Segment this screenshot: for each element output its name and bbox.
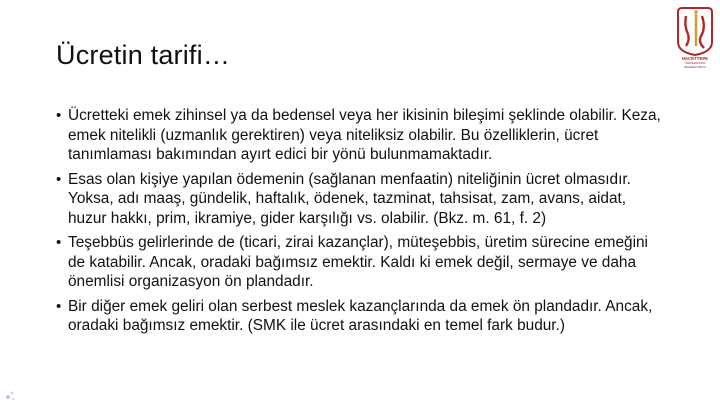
bullet-item [56, 297, 666, 336]
bullet-item [56, 233, 666, 292]
bullet-dot: • [56, 170, 62, 188]
slide-title: Ücretin tarifi… [56, 40, 231, 70]
logo-tagline: DEĞERLİ BİLGİ [684, 65, 706, 69]
bullet-item [56, 170, 666, 229]
slide-nav-icon[interactable] [2, 387, 18, 403]
university-logo [676, 6, 714, 70]
bullet-item [56, 106, 666, 165]
bullet-text: Bir diğer emek geliri olan serbest meslek kazançlarında da emek ön plandadır. Ancak, oradaki bağımsız emektir. (SMK ile ücret arasındaki en temel fark budur.) [68, 297, 653, 334]
logo-subtitle: ÜNİVERSİTESİ [684, 61, 706, 65]
bullet-dot: • [56, 234, 62, 251]
bullet-text: Esas olan kişiye yapılan ödemenin (sağlanan menfaatin) niteliğinin ücret olmasıdır. Yoksa, adı maaş, gündelik, haftalık, ödenek, tazminat, tahsisat, zam, avans, aidat, huzur hakkı, prim, ikramiye, gider karşılığı vs. olabilir. (Bkz. m. 61, f. 2) [68, 170, 631, 227]
bullet-dot: • [56, 107, 62, 124]
bullet-text: Ücretteki emek zihinsel ya da bedensel veya her ikisinin bileşimi şeklinde olabilir. Keza, emek nitelikli (uzmanlık gerektiren) veya niteliksiz olabilir. Bu özelliklerin, ücret tanımlaması bakımından ayırt edici bir yönü bulunmamaktadır. [68, 107, 661, 163]
bullet-text: Teşebbüs gelirlerinde de (ticari, zirai kazançlar), müteşebbis, üretim sürecine emeğini de katabilir. Ancak, oradaki bağımsız emektir. Kaldı ki emek değil, sermaye ve daha önemlisi organizasyon ön plandadır. [68, 234, 648, 290]
bullet-dot: • [56, 297, 62, 315]
bullet-list [56, 106, 666, 341]
logo-name: HACETTEPE [681, 56, 709, 61]
university-logo-icon [676, 6, 714, 56]
